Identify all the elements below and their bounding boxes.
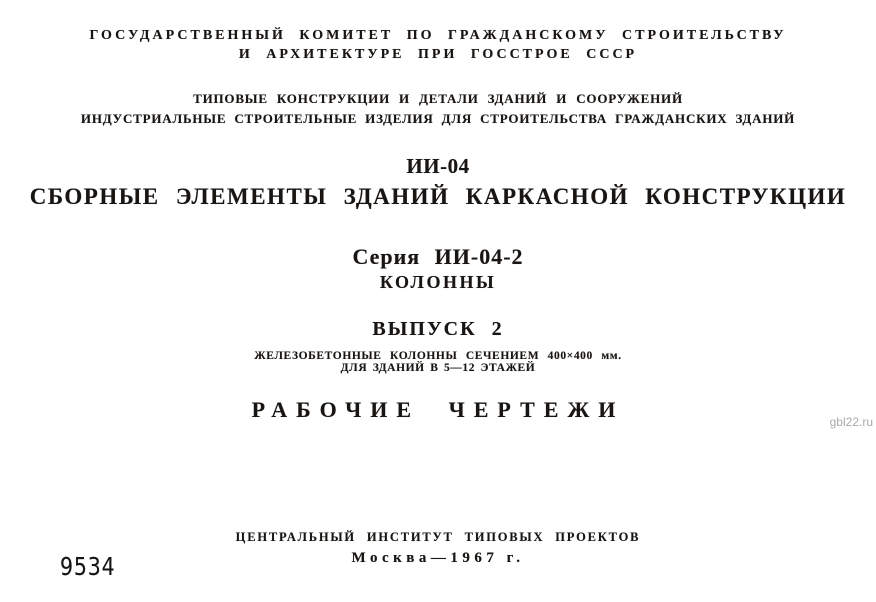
issue-number: ВЫПУСК 2 (372, 318, 504, 340)
committee-header-line-2: И АРХИТЕКТУРЕ ПРИ ГОССТРОЕ СССР (238, 47, 638, 62)
document-type-title: РАБОЧИЕ ЧЕРТЕЖИ (251, 397, 625, 422)
series-number: Серия ИИ-04-2 (352, 244, 524, 269)
issue-description-line-1: ЖЕЛЕЗОБЕТОННЫЕ КОЛОННЫ СЕЧЕНИЕМ 400×400 мм. (254, 350, 622, 362)
committee-header-line-1: ГОСУДАРСТВЕННЫЙ КОМИТЕТ ПО ГРАЖДАНСКОМУ СТРОИТЕЛЬСТВУ (89, 28, 787, 43)
site-watermark: gbl22.ru (829, 415, 873, 429)
document-main-title: СБОРНЫЕ ЭЛЕМЕНТЫ ЗДАНИЙ КАРКАСНОЙ КОНСТРУКЦИИ (29, 184, 847, 209)
series-code: ИИ-04 (406, 154, 470, 178)
publisher-line: ЦЕНТРАЛЬНЫЙ ИНСТИТУТ ТИПОВЫХ ПРОЕКТОВ (235, 530, 641, 544)
issue-description-line-2: ДЛЯ ЗДАНИЙ В 5—12 ЭТАЖЕЙ (340, 362, 536, 374)
place-year-line: Москва—1967 г. (351, 550, 525, 566)
series-category-line-1: ТИПОВЫЕ КОНСТРУКЦИИ И ДЕТАЛИ ЗДАНИЙ И СООРУЖЕНИЙ (193, 91, 683, 106)
subject-title: КОЛОННЫ (379, 272, 497, 292)
series-category-line-2: ИНДУСТРИАЛЬНЫЕ СТРОИТЕЛЬНЫЕ ИЗДЕЛИЯ ДЛЯ СТРОИТЕЛЬСТВА ГРАЖДАНСКИХ ЗДАНИЙ (80, 111, 796, 126)
handwritten-inventory-number: 9534 (60, 552, 116, 581)
